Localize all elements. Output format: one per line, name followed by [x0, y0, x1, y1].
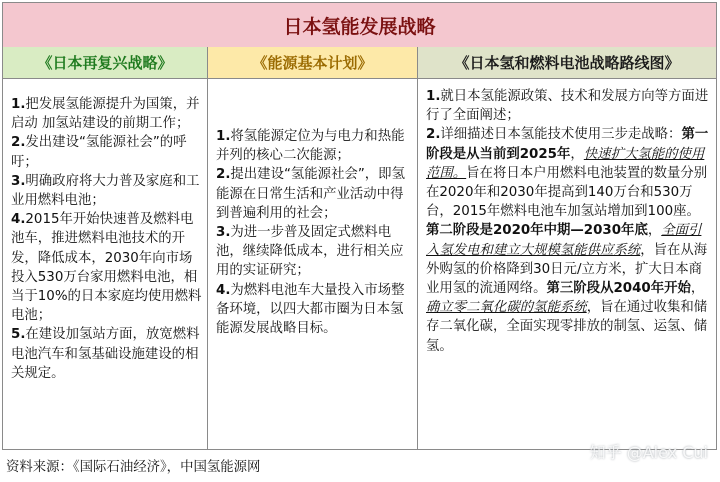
- watermark: 知乎 @Alex Cui: [589, 443, 708, 462]
- energy-plan-column: [208, 79, 418, 449]
- strategy-table: [2, 2, 717, 450]
- header-energy-plan: 《能源基本计划》: [208, 47, 418, 79]
- list-item: 3.为进一步普及固定式燃料电池，继续降低成本，进行相关应用的实证研究；: [216, 225, 404, 279]
- stage-two-goal: 全面引入氢发电和建立大规模氢能供应系统: [426, 223, 702, 258]
- table-title: 日本氢能发展战略: [3, 3, 716, 48]
- revival-strategy-column: [3, 79, 208, 449]
- stage-one-label: 第一阶段是从当前到2025年: [426, 127, 709, 162]
- stage-three-goal: 确立零二氧化碳的氢能系统: [426, 300, 587, 316]
- list-item: 2.详细描述日本氢能技术使用三步走战略：第一阶段是从当前到2025年，快速扩大氢能的使用范围。旨在将日本户用燃料电池装置的数量分别在2020年和2030年提高到140万台和530万台，2015年燃料电池车加氢站增加到100座。第二阶段是2020年中期—2030年底，全面引入氢发电和建立大规模氢能供应系统，旨在从海外购氢的价格降到30日元/立方米，扩大日本商业用氢的流通网络。第三阶段从2040年开始，确立零二氧化碳的氢能系统，旨在通过收集和储存二氧化碳，全面实现零排放的制氢、运氢、储氢。: [426, 127, 709, 354]
- header-roadmap: 《日本氢和燃料电池战略路线图》: [418, 47, 716, 79]
- stage-one-goal: 快速扩大氢能的使用范围。: [426, 146, 705, 181]
- list-item: 3.明确政府将大力普及家庭和工业用燃料电池；: [11, 173, 200, 209]
- stage-three-label: 第三阶段从2040年开始: [546, 281, 691, 297]
- header-revival-strategy: 《日本再复兴战略》: [3, 47, 208, 79]
- list-item: 1.就日本氢能源政策、技术和发展方向等方面进行了全面阐述；: [426, 89, 709, 124]
- list-item: 1.将氢能源定位为与电力和热能并列的核心二次能源；: [216, 129, 405, 164]
- list-item: 4.2015年开始快速普及燃料电池车，推进燃料电池技术的开发，降低成本，2030年向市场投入530万台家用燃料电池，相当于10%的日本家庭均使用燃料电池；: [11, 212, 202, 324]
- source-note: 资料来源：《国际石油经济》，中国氢能源网: [6, 460, 261, 475]
- list-item: 2.提出建设“氢能源社会”，即氢能源在日常生活和产业活动中得到普遍利用的社会；: [216, 167, 405, 221]
- list-item: 4.为燃料电池车大量投入市场整备环境，以四大都市圈为日本氢能源发展战略目标。: [216, 282, 405, 337]
- roadmap-column: [418, 79, 716, 449]
- list-item: 2.发出建设“氢能源社会”的呼吁；: [11, 135, 187, 170]
- list-item: 5.在建设加氢站方面，放宽燃料电池汽车和氢基础设施建设的相关规定。: [11, 327, 200, 381]
- list-item: 1.把发展氢能源提升为国策，并启动 加氢站建设的前期工作；: [11, 97, 200, 132]
- stage-two-label: 第二阶段是2020年中期—2030年底: [426, 223, 648, 239]
